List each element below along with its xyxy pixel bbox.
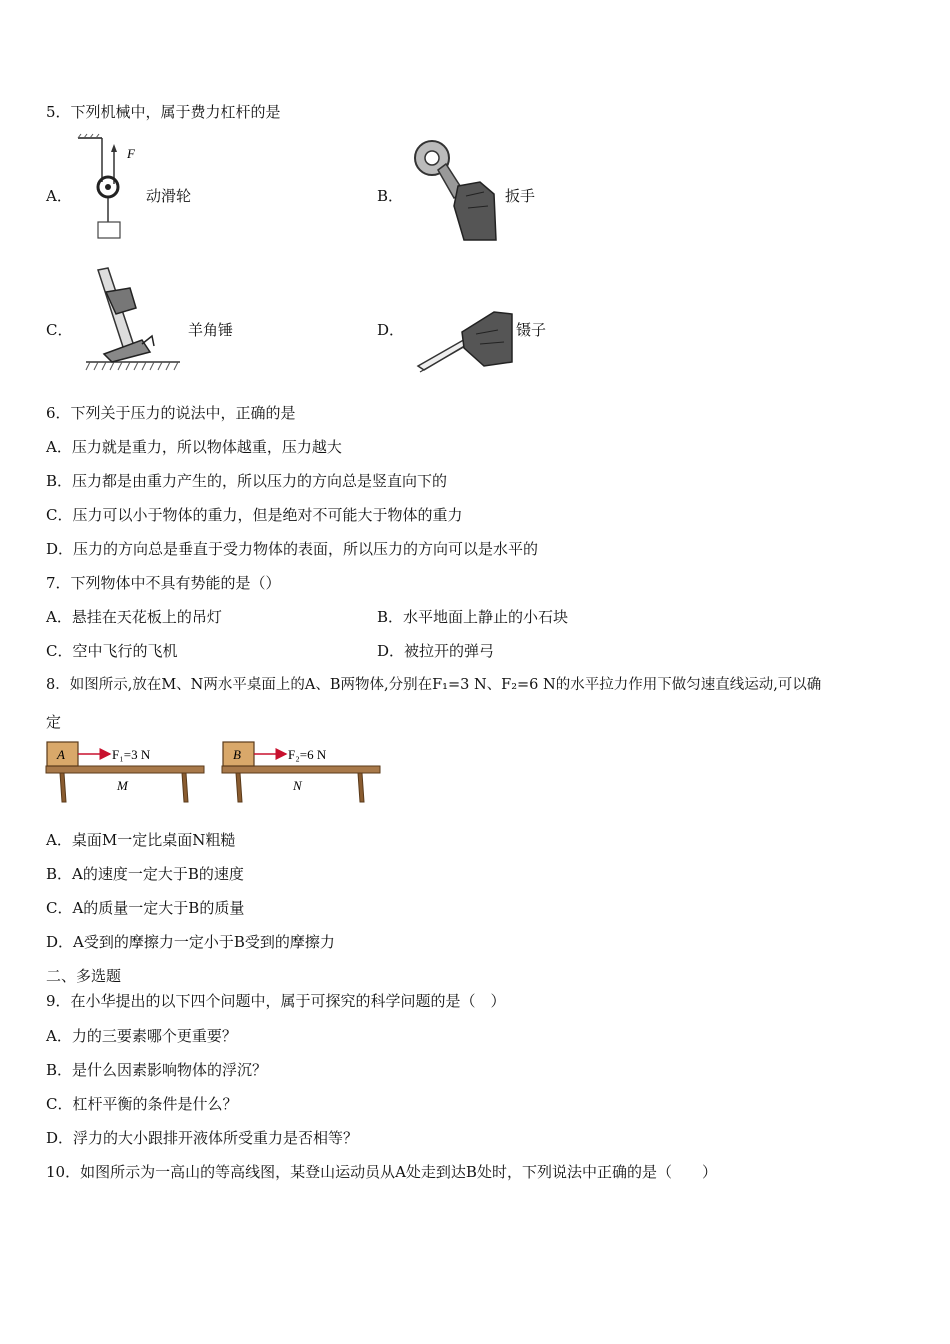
q5-option-b-letter[interactable]: B． <box>377 187 404 205</box>
q5-option-c-letter[interactable]: C． <box>46 321 73 339</box>
q5-option-c-label: 羊角锤 <box>188 321 234 339</box>
table-n-top <box>222 766 380 773</box>
q7-option-d[interactable]: D．被拉开的弹弓 <box>377 642 495 660</box>
q9-stem: 9．在小华提出的以下四个问题中，属于可探究的科学问题的是（ ） <box>46 992 506 1010</box>
friction-tables-figure <box>40 738 390 808</box>
q6-option-d[interactable]: D．压力的方向总是垂直于受力物体的表面，所以压力的方向可以是水平的 <box>46 540 539 558</box>
q8-option-c[interactable]: C．A的质量一定大于B的质量 <box>46 899 245 917</box>
q7-option-c[interactable]: C．空中飞行的飞机 <box>46 642 178 660</box>
table-m-top <box>46 766 204 773</box>
q5-option-a-letter[interactable]: A． <box>46 187 72 205</box>
q5-stem: 5．下列机械中，属于费力杠杆的是 <box>46 103 281 121</box>
hammer-figure <box>84 266 184 376</box>
section-title: 二、多选题 <box>46 967 122 985</box>
q8-option-a[interactable]: A．桌面M一定比桌面N粗糙 <box>46 831 236 849</box>
q8-stem-line1: 8．如图所示,放在M、N两水平桌面上的A、B两物体,分别在F₁=3 N、F₂=6 N的水平拉力作用下做匀速直线运动,可以确 <box>46 677 822 693</box>
q8-stem-line2: 定 <box>46 713 62 731</box>
tweezers-figure <box>414 304 514 378</box>
block-b-label: B <box>233 747 241 762</box>
q8-option-d[interactable]: D．A受到的摩擦力一定小于B受到的摩擦力 <box>46 933 335 951</box>
q9-option-b[interactable]: B．是什么因素影响物体的浮沉？ <box>46 1061 268 1079</box>
q5-option-d-label: 镊子 <box>516 321 547 339</box>
table-n-label: N <box>293 778 302 793</box>
table-m-label: M <box>117 778 128 793</box>
q6-option-a[interactable]: A．压力就是重力，所以物体越重，压力越大 <box>46 438 342 456</box>
q7-stem: 7．下列物体中不具有势能的是（） <box>46 574 281 592</box>
q7-option-a[interactable]: A．悬挂在天花板上的吊灯 <box>46 608 222 626</box>
q7-option-b[interactable]: B．水平地面上静止的小石块 <box>377 608 569 626</box>
q5-option-a-label: 动滑轮 <box>146 187 192 205</box>
q5-option-b-label: 扳手 <box>505 187 536 205</box>
force-f2-label: F₂=6 N <box>288 747 327 762</box>
q9-option-a[interactable]: A．力的三要素哪个更重要？ <box>46 1027 237 1045</box>
q5-option-d-letter[interactable]: D． <box>377 321 405 339</box>
q9-option-d[interactable]: D．浮力的大小跟排开液体所受重力是否相等？ <box>46 1129 359 1147</box>
q6-option-c[interactable]: C．压力可以小于物体的重力，但是绝对不可能大于物体的重力 <box>46 506 463 524</box>
q6-option-b[interactable]: B．压力都是由重力产生的，所以压力的方向总是竖直向下的 <box>46 472 448 490</box>
pulley-force-label: F <box>127 146 135 161</box>
block-a-label: A <box>57 747 65 762</box>
q9-option-c[interactable]: C．杠杆平衡的条件是什么？ <box>46 1095 238 1113</box>
wrench-figure <box>410 136 502 244</box>
pulley-figure <box>72 132 142 242</box>
q10-stem: 10．如图所示为一高山的等高线图，某登山运动员从A处走到达B处时，下列说法中正确的是（ ） <box>46 1163 717 1181</box>
q8-option-b[interactable]: B．A的速度一定大于B的速度 <box>46 865 244 883</box>
q6-stem: 6．下列关于压力的说法中，正确的是 <box>46 404 296 422</box>
force-f1-label: F₁=3 N <box>112 747 151 762</box>
